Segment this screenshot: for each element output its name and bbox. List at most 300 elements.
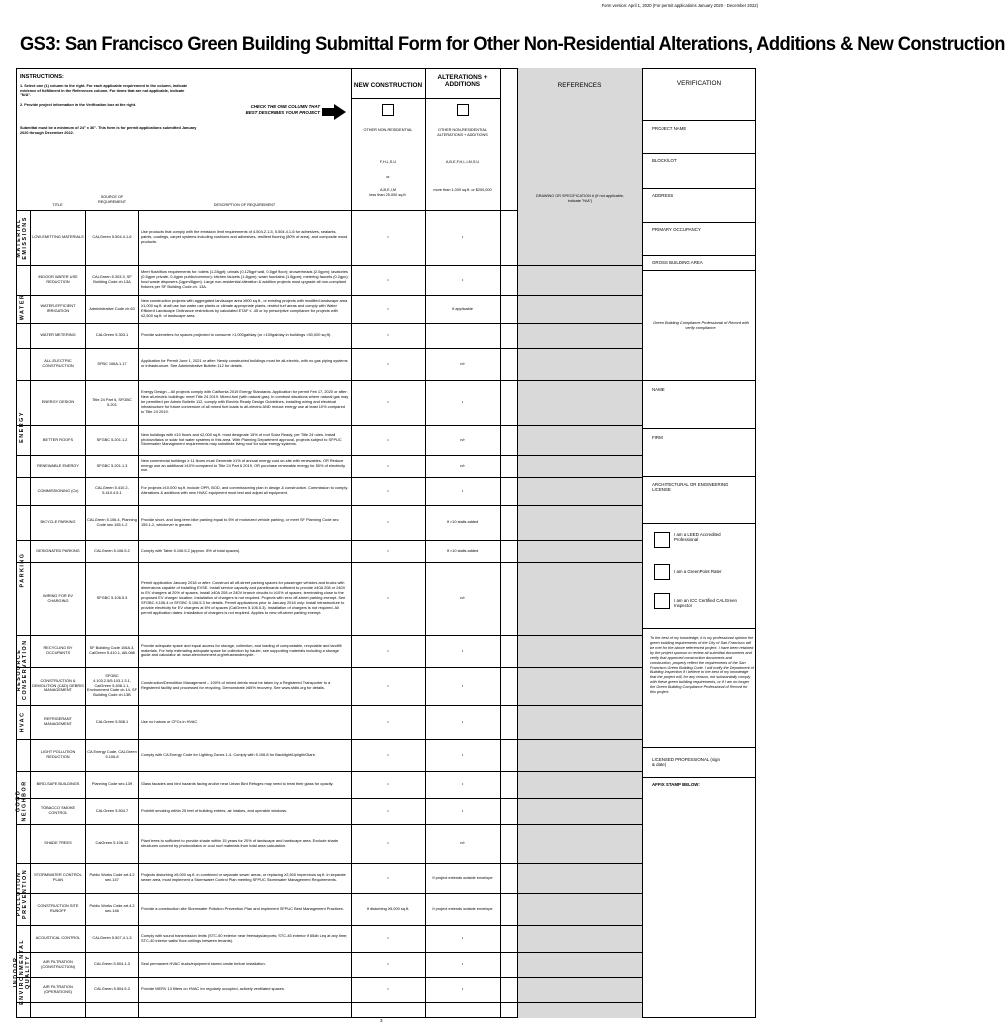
row-new-construction-mark-text: If disturbing ≥5,000 sq.ft.: [366, 905, 410, 911]
row-alterations-mark-text: •: [461, 276, 464, 282]
divider: [642, 68, 643, 1018]
verification-statement: To the best of my knowledge, it is my professional opinion the green building requirements of the City of San Francisco will be met for the above referenced project. I have been retained by the project sponsor to review all submittal documents and verify that approved construction documents and construction, properly reflect the requirements of the San Francisco Green Building Code. I will notify the Department of Building Inspection if I believe to the best of my knowledge that the project will, for any reason, not substantially comply with these green building requirements, or if I am no longer the Green Building Compliance Professional of Record for this project.: [650, 636, 754, 695]
row-new-construction-mark: [351, 295, 425, 323]
row-new-construction-mark: [351, 348, 425, 380]
row-description-text: Energy Design – All projects comply with California 2019 Energy Standards. Application for permit Feb 17, 2020 or after: New all-electric buildings: meet Title 24 2019. Mixed-fuel (with natural gas): In combust situations where natural gas may be permitted per Admin Bulletin 112, comply with Electric Ready Design Guidelines, installing wiring and electrical infrastructure for future conversion of all mixed fuel loads to all-electric AND reduce energy use at least 10% compared to Title 24 2019.: [141, 389, 349, 414]
header-source: SOURCE OF REQUIREMENT: [97, 195, 127, 204]
row-alterations-mark-text: •: [461, 807, 464, 813]
row-alterations-mark: [425, 380, 500, 425]
row-title-text: STORMWATER CONTROL PLAN: [34, 872, 82, 882]
label-primary-occupancy: PRIMARY OCCUPANCY: [652, 227, 701, 232]
row-new-construction-mark: [351, 635, 425, 667]
row-source-text: CALGreen 5.106.5.2: [94, 547, 130, 553]
row-new-construction-mark-text: •: [387, 807, 389, 813]
row-source: [87, 562, 137, 635]
row-title: [32, 925, 84, 952]
row-new-construction-mark: [351, 739, 425, 771]
leed-checkbox[interactable]: [654, 532, 670, 548]
row-title: [32, 977, 84, 1002]
row-new-construction-mark-text: •: [387, 399, 389, 405]
row-new-construction-mark: [351, 477, 425, 505]
row-source-text: CALGreen 5.504.4.1-6: [92, 234, 132, 240]
row-alterations-mark: [425, 705, 500, 739]
header-verification: VERIFICATION: [676, 80, 722, 87]
row-alterations-mark-text: If >10 stalls added: [446, 547, 479, 553]
row-alterations-mark-text: •: [461, 682, 464, 688]
label-block-lot: BLOCK/LOT: [652, 158, 677, 163]
row-source-text: Planning Code sec.139: [91, 781, 133, 787]
row-new-construction-mark-text: •: [387, 487, 389, 493]
row-source: [87, 425, 137, 455]
row-description-text: Plant trees to sufficient to provide shade within 15 years for 20% of landscape and hardscape area. Exclude shade structures covered by photovoltaics or cool roof materials from total area calculation.: [141, 837, 339, 848]
row-alterations-mark: [425, 925, 500, 952]
row-title-text: BIRD-SAFE BUILDINGS: [36, 781, 80, 787]
row-description-text: Construction/Demolition Management – 100% of mixed debris must be taken by a Registered Transporter to a Registered facility and processed for recycling. Demonstrate ≥65% recovery. See www.sfdbi.org for details.: [141, 680, 331, 690]
row-alterations-mark: [425, 635, 500, 667]
row-source: [87, 477, 137, 505]
row-title-text: REFRIGERANT MANAGEMENT: [44, 716, 72, 726]
row-source-text: CALGreen 5.303.3, SF Building Code ch.13A: [92, 274, 132, 284]
row-description-text: New buildings with ≤10 floors and ≤2,000 sq.ft. must designate 15% of roof Solar Ready, per Title 24 rules. Install photovoltaics or solar hot water systems in this area. With Planning Department approval, projects subject to SFPUC Stormwater Management requirements may substitute living roof for solar energy systems.: [141, 431, 342, 447]
row-description: [141, 477, 349, 505]
row-title: [32, 705, 84, 739]
row-new-construction-mark-text: •: [387, 874, 389, 880]
row-alterations-mark-text: •: [461, 986, 464, 992]
label-icc: I am an ICC Certified CALGreen Inspector: [674, 598, 737, 608]
row-description: [141, 380, 349, 425]
nc-subheading: OTHER NON-RESIDENTIAL: [363, 128, 413, 132]
header-title: TITLE: [52, 203, 63, 207]
row-alterations-mark: [425, 952, 500, 977]
row-source: [87, 635, 137, 667]
row-source-text: CALGreen 5.508.1: [95, 718, 129, 724]
header-description: DESCRIPTION OF REQUIREMENT: [213, 203, 276, 207]
row-alterations-mark-text: •: [461, 399, 464, 405]
alterations-checkbox[interactable]: [457, 104, 469, 116]
row-title: [32, 667, 84, 705]
row-title-text: RECYCLING BY OCCUPANTS: [43, 645, 73, 655]
check-one-note: CHECK THE ONE COLUMN THAT BEST DESCRIBES YOUR PROJECT: [245, 104, 320, 115]
row-description-text: Comply with CA Energy Code for Lighting Zones 1-4. Comply with 5.106.8 for Backlight/Uplight/Glare.: [141, 751, 316, 757]
row-alterations-mark-text: •: [461, 781, 464, 787]
row-title-text: AIR FILTRATION (OPERATIONS): [43, 983, 73, 994]
row-description: [141, 348, 349, 380]
row-title: [32, 893, 84, 925]
row-description: [141, 562, 349, 635]
row-title-text: DESIGNATED PARKING: [36, 547, 80, 553]
row-source-text: CALGreen 5.106.4, Planning Code sec.155.1-2: [87, 516, 137, 527]
row-description: [141, 210, 349, 265]
row-new-construction-mark-text: •: [387, 961, 389, 967]
row-alterations-mark-text: n/r: [460, 595, 465, 601]
row-new-construction-mark-text: •: [387, 751, 389, 757]
row-new-construction-mark-text: •: [387, 718, 389, 724]
divider: [138, 210, 139, 1018]
row-new-construction-mark: [351, 667, 425, 705]
label-licensed-professional: LICENSED PROFESSIONAL (sign & date): [652, 757, 720, 767]
row-description-text: New commercial buildings ≥ 11 floors must Generate ≥1% of annual energy cost on-site with renewables, OR Reduce energy use an additional ≥10% compared to Title 24 Part 6 2019, OR purchase renewable energy for 50% of electricity use.: [141, 457, 346, 473]
row-description: [141, 635, 349, 667]
row-title-text: TOBACCO SMOKE CONTROL: [40, 805, 76, 815]
row-description: [141, 739, 349, 771]
divider: [642, 255, 756, 256]
row-title-text: WATER METERING: [40, 332, 76, 338]
row-title: [32, 952, 84, 977]
row-title-text: CONSTRUCTION & DEMOLITION (C&D) DEBRIS MANAGEMENT: [32, 677, 84, 693]
row-description-text: Permit application January 2018 or after: Construct all off-street parking spaces for passenger vehicles and trucks with dimensions capable of installing EVSE. Install service capacity and panelboards sufficient to provide ≥40A 208 or 240V to EV chargers at 20% of spaces. Install ≥40A 208 or 240V branch circuits to ≥10% of spaces, terminating close to the proposed EV charger location. Installation of chargers is not required. Projects with zero off-street parking exempt. See SFGBC 4.106.4 or SFGBC 5.106.5.3 for details. Permit applications prior to January 2018 only: Install infrastructure to provide electricity for EV chargers at 6% of spaces (CalGreen 5.106.5.3). Installation of chargers is not required. All permit application dates: Installation of chargers is not required. Applies to new off-street parking exempt.: [141, 580, 346, 615]
divider: [85, 210, 86, 1018]
row-new-construction-mark-text: •: [387, 547, 389, 553]
row-source-text: CA Energy Code, CALGreen 5.106.8: [87, 749, 137, 759]
row-description-text: Application for Permit June 1, 2021 or after: Newly constructed buildings must be all-electric, with no gas piping systems or infrastructure. See Administrative Bulletin 112 for details.: [141, 358, 348, 368]
row-source: [87, 705, 137, 739]
category-hvac: HVAC: [19, 711, 26, 733]
row-new-construction-mark-text: •: [387, 234, 389, 240]
row-description: [141, 455, 349, 477]
row-source-text: CalGreen 5.106.12: [95, 840, 129, 846]
row-title-text: COMMISSIONING (Cx): [37, 487, 79, 493]
row-title: [32, 455, 84, 477]
row-title: [32, 477, 84, 505]
row-description-text: Provide a construction site Stormwater Pollution Prevention Plan and implement SFPUC Best Management Practices.: [141, 905, 344, 911]
row-new-construction-mark: [351, 798, 425, 824]
divider: [642, 380, 756, 381]
instructions-step2: 2. Provide project information in the Verification box at the right.: [20, 103, 137, 107]
row-alterations-mark-text: •: [461, 487, 464, 493]
row-source-text: CALGreen 5.504.5.3: [94, 986, 130, 992]
row-source-text: CALGreen 5.507.4.1-3: [92, 935, 132, 941]
row-description-text: New construction projects with aggregated landscape area ≥500 sq.ft., or existing projects with modified landscape area ≥1,000 sq.ft. shall use low water use plants or climate appropriate plants, restrict turf areas and comply with Water Efficient Landscape Ordinance restrictions by calculated ETAF ≤ .45 or by prescriptive compliance for projects with ≤2,500 sq.ft. of landscape area.: [141, 298, 348, 318]
row-source-text: SFBC 106A.1.17: [97, 360, 127, 366]
divider: [642, 120, 756, 121]
row-new-construction-mark-text: •: [387, 332, 389, 338]
row-description-text: Provide adequate space and equal access for storage, collection, and loading of compostable, recyclable and landfill materials. For help estimating adequate space for collection by hauler, see supporting materials including a storage guide and calculator at: www.sfenvironment.org/refuseandrecycle.: [141, 642, 342, 658]
row-alterations-mark: [425, 667, 500, 705]
row-title-text: ACOUSTICAL CONTROL: [35, 935, 81, 941]
row-description: [141, 824, 349, 863]
row-alterations-mark: [425, 505, 500, 540]
row-alterations-mark-text: •: [461, 961, 464, 967]
row-source-text: SF Building Code 106A.3, CalGreen 5.410.1, AB-088: [89, 645, 135, 655]
row-new-construction-mark-text: •: [387, 519, 389, 525]
nc-occupancy: F,H,L,S,U: [379, 160, 397, 164]
row-title: [32, 505, 84, 540]
row-description: [141, 952, 349, 977]
gbc-professional-note: Green Building Compliance Professional of Record with verify compliance.: [653, 320, 749, 330]
row-new-construction-mark-text: •: [387, 436, 389, 442]
row-description: [141, 925, 349, 952]
row-source: [87, 893, 137, 925]
row-new-construction-mark: [351, 265, 425, 295]
category-indoor-environmental-quality: INDOOR ENVIRONMENTAL QUALITY: [13, 938, 31, 1005]
row-new-construction-mark-text: •: [387, 935, 389, 941]
divider: [642, 188, 756, 189]
label-affix-stamp: AFFIX STAMP BELOW:: [652, 782, 700, 787]
instructions-heading: INSTRUCTIONS:: [20, 74, 64, 80]
row-title: [32, 380, 84, 425]
row-title-text: RENEWABLE ENERGY: [37, 462, 79, 468]
divider: [642, 747, 756, 748]
row-description-text: Use products that comply with the emission limit requirements of 4.504.2.1-5, 5.504.4.1-6 for adhesives, sealants, paints, coatings, carpet systems including cushions and adhesives, resilient flooring (80% of area), and composite wood products.: [141, 229, 348, 244]
row-alterations-mark: [425, 348, 500, 380]
row-new-construction-mark: [351, 824, 425, 863]
submittal-note: Submittal must be a minimum of 24" x 36". This form is for permit applications submitted January 2020 through December 2022.: [20, 126, 197, 135]
row-new-construction-mark-text: •: [387, 595, 389, 601]
divider: [642, 476, 756, 477]
header-references: REFERENCES: [557, 82, 602, 89]
row-source-text: SFGBC 5.106.5.3: [96, 595, 128, 601]
row-new-construction-mark: [351, 380, 425, 425]
row-description-text: Provide short- and long-term bike parking equal to 5% of motorized vehicle parking, or meet SF Planning Code sec 155.1-2, whichever is greater.: [141, 516, 339, 527]
divider: [642, 777, 756, 778]
row-new-construction-mark: [351, 925, 425, 952]
row-title: [32, 824, 84, 863]
row-source: [87, 863, 137, 893]
row-source: [87, 952, 137, 977]
divider: [642, 270, 756, 271]
row-alterations-mark: [425, 562, 500, 635]
row-alterations-mark-text: n/r: [460, 462, 465, 468]
row-title-text: LOW-EMITTING MATERIALS: [32, 234, 84, 240]
row-description-text: Glass facades and bird hazards facing and/or near Urban Bird Refuges may need to treat their glass for opacity.: [141, 781, 334, 787]
row-description-text: Provide MERV 13 filters on HVAC for regularly occupied, actively ventilated spaces.: [141, 986, 285, 992]
row-new-construction-mark: [351, 323, 425, 348]
category-parking: PARKING: [19, 552, 26, 588]
row-source-text: CALGreen 5.504.7: [95, 807, 129, 813]
row-alterations-mark-text: •: [461, 751, 464, 757]
row-description: [141, 540, 349, 562]
references-column-bg: [517, 68, 642, 1018]
row-description-text: Provide submeters for spaces projected to consume >1,000gal/day (or >100gal/day in buildings >50,000 sq.ft).: [141, 332, 332, 338]
row-description-text: Prohibit smoking within 25 feet of building entries, air intakes, and operable windows.: [141, 807, 288, 813]
row-description-text: Projects disturbing ≥5,000 sq.ft. in combined or separate sewer areas, or replacing ≥2,500 impervious sq.ft. in separate sewer area, must implement a Stormwater Control Plan meeting SFPUC Stormwater Management Requirements.: [141, 872, 346, 882]
row-alterations-mark-text: If project extends outside envelope: [432, 874, 493, 880]
row-new-construction-mark-text: •: [387, 840, 389, 846]
alt-size: more than 1,000 sq.ft. or $200,000: [433, 188, 492, 192]
row-title: [32, 863, 84, 893]
row-source-text: SFGBC 4.103.2.5/5.103.1.3.1, CalGreen 5.408.1.1, Environment Code ch.14, SF Building Code ch.13B: [87, 672, 137, 698]
row-title-text: LIGHT POLLUTION REDUCTION: [40, 749, 76, 759]
row-description: [141, 863, 349, 893]
category-resource-conservation: RESOURCE CONSERVATION: [16, 639, 28, 700]
row-new-construction-mark-text: •: [387, 682, 389, 688]
row-alterations-mark: [425, 323, 500, 348]
divider: [642, 222, 756, 223]
row-alterations-mark: [425, 739, 500, 771]
row-alterations-mark: [425, 824, 500, 863]
row-alterations-mark-text: If applicable: [452, 305, 473, 311]
row-description: [141, 893, 349, 925]
form-version: Form version: April 1, 2020 (For permit applications January 2020 - December 2022): [601, 3, 758, 8]
row-description: [141, 295, 349, 323]
page-number: 3: [380, 1018, 383, 1023]
row-description: [141, 505, 349, 540]
row-source: [87, 739, 137, 771]
row-title: [32, 348, 84, 380]
row-new-construction-mark: [351, 771, 425, 798]
row-alterations-mark: [425, 425, 500, 455]
arrow-icon: [334, 104, 346, 120]
row-source-text: Public Works Code art.4.2 sec.146: [89, 903, 135, 913]
row-source: [87, 323, 137, 348]
row-new-construction-mark: [351, 977, 425, 1002]
row-new-construction-mark: [351, 455, 425, 477]
row-source: [87, 455, 137, 477]
row-title: [32, 635, 84, 667]
row-title-text: ALL-ELECTRIC CONSTRUCTION: [42, 358, 74, 368]
row-title-text: AIR FILTRATION (CONSTRUCTION): [41, 958, 75, 969]
row-source: [87, 348, 137, 380]
icc-checkbox[interactable]: [654, 593, 670, 609]
row-new-construction-mark: [351, 863, 425, 893]
row-title: [32, 425, 84, 455]
row-title-text: CONSTRUCTION SITE RUNOFF: [37, 903, 79, 913]
nc-or: or: [386, 175, 390, 179]
row-description: [141, 977, 349, 1002]
row-title-text: SHADE TREES: [44, 840, 72, 846]
row-alterations-mark-text: •: [461, 718, 464, 724]
row-alterations-mark-text: •: [461, 935, 464, 941]
alt-occupancy: A,B,E,F,H,L,I,M,S,U: [445, 160, 480, 164]
label-license: ARCHITECTURAL OR ENGINEERING LICENSE: [652, 482, 729, 492]
page-title: GS3: San Francisco Green Building Submittal Form for Other Non-Residential Alterations, Additions & New Construction: [20, 34, 1005, 55]
row-source: [87, 824, 137, 863]
row-alterations-mark-text: If >10 stalls added: [446, 519, 479, 525]
row-source: [87, 798, 137, 824]
row-source-text: Administrative Code ch.63: [89, 305, 135, 311]
row-alterations-mark-text: n/r: [460, 840, 465, 846]
row-alterations-mark: [425, 863, 500, 893]
row-new-construction-mark: [351, 705, 425, 739]
row-new-construction-mark: [351, 210, 425, 265]
row-title: [32, 562, 84, 635]
row-new-construction-mark-text: •: [387, 462, 389, 468]
row-new-construction-mark: [351, 893, 425, 925]
nc-size-occupancy: A,B,E,I,M: [379, 188, 397, 192]
row-alterations-mark: [425, 265, 500, 295]
row-description: [141, 798, 349, 824]
divider: [517, 68, 518, 1018]
row-alterations-mark-text: n/r: [460, 436, 465, 442]
row-description: [141, 425, 349, 455]
row-alterations-mark: [425, 977, 500, 1002]
row-title-text: ENERGY DESIGN: [41, 399, 75, 405]
row-title: [32, 798, 84, 824]
references-note: DRAWING OR SPECIFICATION # (If not applicable, indicate "N/A"): [536, 194, 624, 203]
label-name: NAME: [652, 387, 665, 392]
new-construction-checkbox[interactable]: [382, 104, 394, 116]
row-source: [87, 540, 137, 562]
row-new-construction-mark-text: •: [387, 647, 389, 653]
divider: [642, 428, 756, 429]
row-alterations-mark: [425, 798, 500, 824]
row-source: [87, 265, 137, 295]
row-description-text: For projects ≥10,000 sq.ft. include OPR, BOD, and commissioning plan in design & construction. Commission to comply. Alterations & additions with new HVAC equipment must test and adjust all equipment.: [141, 485, 349, 495]
label-greenpoint: I am a GreenPoint Rater: [674, 569, 722, 574]
row-description-text: Meet flush/flow requirements for: toilets (1.28gpf); urinals (0.125gpf wall, 0.5gpf floor); showerheads (2.0gpm); lavatories (0.5gpm private, 0.4gpm public/common); kitchen faucets (1.8gpm); wash fountains (1.8gpm); metering faucets (0.2gpc); food waste disposers (1gpm/8gpm). Large non-residential alteration & addition projects must upgrade all non-compliant fixtures per SF Building Code ch. 13A.: [141, 269, 349, 289]
row-title: [32, 771, 84, 798]
category-good-neighbor: GOOD NEIGHBOR: [16, 780, 29, 822]
row-title: [32, 739, 84, 771]
row-title-text: BETTER ROOFS: [42, 436, 74, 442]
row-new-construction-mark: [351, 952, 425, 977]
category-material-emissions: MATERIAL EMISSIONS: [16, 215, 29, 260]
row-description: [141, 265, 349, 295]
row-source-text: SFGBC 5.201.1.2: [96, 436, 128, 442]
row-source: [87, 295, 137, 323]
row-source: [87, 925, 137, 952]
divider: [642, 628, 756, 629]
row-new-construction-mark-text: •: [387, 305, 389, 311]
divider: [16, 1002, 642, 1003]
row-source-text: SFGBC 5.201.1.3: [96, 462, 128, 468]
row-title-text: WATER-EFFICIENT IRRIGATION: [40, 303, 76, 313]
row-source-text: CALGreen 5.303.1: [95, 332, 129, 338]
label-gross-area: GROSS BUILDING AREA: [652, 260, 703, 265]
row-alterations-mark: [425, 455, 500, 477]
row-new-construction-mark-text: •: [387, 781, 389, 787]
label-firm: FIRM: [652, 435, 663, 440]
row-alterations-mark: [425, 771, 500, 798]
instructions-step1: 1. Select one (1) column to the right. For each applicable requirement in the column, indicate evidence of fulfillment in the References column. For items that are not applicable, indicate "N/A".: [20, 84, 188, 98]
row-source-text: CALGreen 5.504.1-3: [94, 961, 130, 967]
row-new-construction-mark: [351, 562, 425, 635]
row-new-construction-mark-text: •: [387, 276, 389, 282]
row-source: [87, 667, 137, 705]
label-address: ADDRESS: [652, 193, 674, 198]
label-leed: I am a LEED Accredited Professional: [674, 532, 721, 542]
row-alterations-mark-text: •: [461, 647, 464, 653]
row-source: [87, 771, 137, 798]
row-alterations-mark: [425, 477, 500, 505]
row-alterations-mark-text: n/r: [460, 360, 465, 366]
divider: [642, 153, 756, 154]
divider: [642, 523, 756, 524]
row-alterations-mark: [425, 540, 500, 562]
row-title-text: INDOOR WATER USE REDUCTION: [38, 274, 78, 284]
row-title: [32, 265, 84, 295]
header-alterations: ALTERATIONS + ADDITIONS: [437, 74, 488, 88]
row-source: [87, 505, 137, 540]
row-alterations-mark: [425, 210, 500, 265]
row-description-text: Use no halons or CFCs in HVAC.: [141, 718, 199, 724]
row-source-text: Public Works Code art.4.2 sec.147: [89, 872, 135, 882]
arrow-icon: [322, 108, 334, 116]
row-description-text: Comply with Table 5.106.5.2 (approx. 8% of total spaces).: [141, 547, 241, 553]
row-title: [32, 295, 84, 323]
row-new-construction-mark-text: •: [387, 986, 389, 992]
divider: [351, 98, 500, 99]
row-description: [141, 705, 349, 739]
row-title: [32, 323, 84, 348]
row-description-text: Seal permanent HVAC ducts/equipment stored onsite before installation.: [141, 961, 266, 967]
row-description: [141, 771, 349, 798]
label-project-name: PROJECT NAME: [652, 126, 687, 131]
row-source-text: Title 24 Part 6, SFGBC 5.201: [92, 396, 132, 407]
row-source: [87, 380, 137, 425]
header-new-construction: NEW CONSTRUCTION: [353, 82, 423, 89]
row-new-construction-mark: [351, 505, 425, 540]
row-alterations-mark-text: If project extends outside envelope: [432, 905, 493, 911]
row-new-construction-mark: [351, 540, 425, 562]
category-pollution-prevention: POLLUTION PREVENTION: [16, 868, 28, 920]
greenpoint-checkbox[interactable]: [654, 564, 670, 580]
row-description: [141, 323, 349, 348]
row-source: [87, 977, 137, 1002]
alt-subheading: OTHER NON-RESIDENTIAL ALTERATIONS + ADDITIONS: [437, 128, 488, 137]
row-description: [141, 667, 349, 705]
row-alterations-mark: [425, 295, 500, 323]
